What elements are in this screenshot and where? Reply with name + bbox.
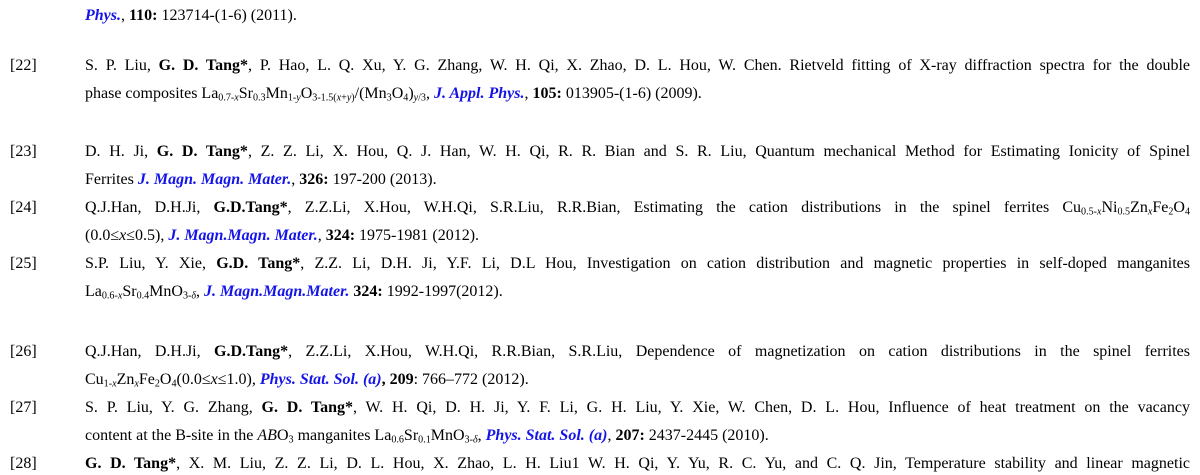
text-segment: y (296, 92, 301, 104)
reference-line (85, 450, 1190, 475)
journal-name: Phys. Stat. Sol. (a) (259, 371, 382, 388)
text-segment: O (1173, 199, 1185, 216)
text-segment: phase composites La (85, 85, 219, 102)
reference-line (85, 2, 1190, 30)
reference-item (0, 138, 1200, 194)
text-segment: y (346, 92, 352, 104)
text-segment: Mn (265, 85, 288, 102)
reference-number: [22] (10, 57, 37, 74)
author-highlight: , (381, 371, 390, 388)
reference-text (85, 450, 1200, 475)
text-segment: , Z.Z.Li, X.Hou, W.H.Qi, S.R.Liu, R.R.Bian, Estimating the cation distributions in the spinel ferrites Cu (287, 199, 1082, 216)
reference-line (85, 194, 1190, 222)
text-segment: Fe (138, 371, 155, 388)
reference-line (85, 138, 1190, 166)
author-highlight: G. D. Tang* (158, 57, 249, 74)
reference-text (85, 338, 1200, 394)
text-segment: + (341, 92, 347, 104)
text-segment: , Z.Z.Li, X.Hou, W.H.Qi, R.R.Bian, S.R.Liu, Dependence of magnetization on cation distributions in the spinel ferrites (288, 343, 1190, 360)
text-segment: 3 (386, 92, 392, 104)
text-segment: : 766–772 (2012). (413, 371, 529, 388)
text-segment: 3- (464, 434, 473, 446)
text-segment: Fe (1152, 199, 1169, 216)
reference-item (0, 194, 1200, 250)
text-segment: 2 (1168, 206, 1174, 218)
text-segment: x (336, 92, 342, 104)
text-segment: 0.4 (136, 290, 150, 302)
text-segment: , (524, 85, 533, 102)
text-segment: 0.1 (418, 434, 431, 446)
author-highlight: G. D. Tang* (85, 455, 177, 472)
journal-name: J. Magn. Magn. Mater. (137, 171, 292, 188)
text-segment: O (300, 85, 313, 102)
text-segment: δ (191, 290, 197, 302)
text-segment: S. P. Liu, Y. G. Zhang, (85, 399, 262, 416)
text-segment: 0.3 (252, 92, 266, 104)
reference-number: [27] (10, 399, 37, 416)
text-segment: , X. M. Liu, Z. Z. Li, D. L. Hou, X. Zhao, L. H. Liu1 W. H. Qi, Y. Yu, R. C. Yu, and C. Q. Jin, Temperature stability and linear magnetic (176, 455, 1191, 472)
text-segment: Sr (238, 85, 253, 102)
reference-item (0, 394, 1200, 450)
text-segment: , Z. Z. Li, X. Hou, Q. J. Han, W. H. Qi, R. R. Bian and S. R. Liu, Quantum mechanical Method for Estimating Ionicity of Spinel (247, 143, 1191, 160)
author-highlight: 209 (389, 371, 414, 388)
text-segment: Q.J.Han, D.H.Ji, (85, 343, 215, 360)
reference-text (85, 250, 1200, 306)
author-highlight: G. D. Tang* (156, 143, 248, 160)
text-segment: x (234, 92, 239, 104)
text-segment: S. P. Liu, (85, 57, 159, 74)
text-segment: 123714-(1-6) (2011). (157, 7, 297, 24)
reference-line (85, 250, 1190, 278)
text-segment: , (607, 427, 616, 444)
reference-number: [25] (10, 255, 37, 272)
reference-item (0, 52, 1200, 108)
reference-line (85, 422, 1190, 450)
text-segment: Q.J.Han, D.H.Ji, (85, 199, 214, 216)
text-segment: 3 (288, 434, 294, 446)
text-segment: 4 (1184, 206, 1191, 218)
text-segment: x (112, 378, 117, 390)
author-highlight: G.D. Tang* (216, 255, 301, 272)
text-segment: AB (257, 427, 277, 444)
author-highlight: 324: (353, 283, 383, 300)
reference-line (85, 166, 1190, 194)
text-segment: Cu (85, 371, 104, 388)
text-segment: 1- (287, 92, 297, 104)
reference-line (85, 80, 1190, 108)
journal-name: J. Appl. Phys. (433, 85, 525, 102)
author-highlight: G.D.Tang* (214, 343, 289, 360)
reference-line (85, 394, 1190, 422)
text-segment: La (85, 283, 102, 300)
text-segment: manganites La (293, 427, 392, 444)
author-highlight: 105: (532, 85, 562, 102)
text-segment: , W. H. Qi, D. H. Ji, Y. F. Li, G. H. Liu, Y. Xie, W. Chen, D. L. Hou, Influence of heat treatment on the vacancy (353, 399, 1190, 416)
author-highlight: 207: (615, 427, 645, 444)
reference-number: [28] (10, 455, 37, 472)
text-segment: 013905-(1-6) (2009). (561, 85, 702, 102)
text-segment: 0.7- (218, 92, 235, 104)
text-segment: y (413, 92, 419, 104)
text-segment: 2437-2445 (2010). (644, 427, 769, 444)
text-segment: Zn (1130, 199, 1148, 216)
text-segment: , (477, 427, 486, 444)
reference-text (85, 138, 1200, 194)
text-segment: ≤1.0), (217, 371, 260, 388)
journal-name: Phys. (85, 7, 121, 24)
text-segment: 3-1.5( (312, 92, 337, 104)
text-segment: x (119, 227, 127, 244)
reference-text (85, 394, 1200, 450)
text-segment: x (134, 378, 139, 390)
text-segment: ) (408, 85, 414, 102)
text-segment: 0.5- (1081, 206, 1097, 218)
text-segment: Ferrites (85, 171, 138, 188)
text-segment: , (196, 283, 205, 300)
text-segment: D. H. Ji, (85, 143, 157, 160)
text-segment: S.P. Liu, Y. Xie, (85, 255, 217, 272)
reference-list (0, 2, 1200, 475)
text-segment: 1- (103, 378, 113, 390)
reference-text (85, 194, 1200, 250)
text-segment: , (425, 85, 434, 102)
text-segment: MnO (430, 427, 465, 444)
reference-number: [26] (10, 343, 37, 360)
text-segment: , (121, 7, 129, 24)
text-segment: Sr (403, 427, 419, 444)
reference-item (0, 450, 1200, 475)
text-segment: O (159, 371, 172, 388)
text-segment: content at the B-site in the (85, 427, 258, 444)
text-segment: 0.6 (391, 434, 404, 446)
text-segment: 2 (154, 378, 160, 390)
text-segment: x (1097, 206, 1102, 218)
text-segment: ≤0.5), (126, 227, 169, 244)
text-segment: 1992-1997(2012). (382, 283, 503, 300)
reference-number: [24] (10, 199, 37, 216)
text-segment: O (391, 85, 404, 102)
text-segment: , (317, 227, 326, 244)
reference-item (0, 338, 1200, 394)
journal-name: Phys. Stat. Sol. (a) (485, 427, 608, 444)
text-segment: /3 (418, 92, 426, 104)
text-segment: δ (472, 434, 478, 446)
reference-line (85, 52, 1190, 80)
author-highlight: G.D.Tang* (213, 199, 288, 216)
reference-number: [23] (10, 143, 37, 160)
text-segment: x (210, 371, 218, 388)
text-segment: , (291, 171, 300, 188)
text-segment: 4 (403, 92, 409, 104)
reference-line (85, 278, 1190, 306)
reference-line (85, 366, 1190, 394)
text-segment: x (117, 290, 123, 302)
text-segment: , P. Hao, L. Q. Xu, Y. G. Zhang, W. H. Qi, X. Zhao, D. L. Hou, W. Chen. Rietveld fitting of X-ray diffraction spectra for the double (248, 57, 1190, 74)
text-segment: /(Mn (354, 85, 387, 102)
text-segment: x (1147, 206, 1153, 218)
text-segment: 1975-1981 (2012). (355, 227, 480, 244)
text-segment: (0.0≤ (85, 227, 120, 244)
reference-text (85, 2, 1200, 30)
text-segment: 197-200 (2013). (328, 171, 437, 188)
reference-text (85, 52, 1200, 108)
author-highlight: 324: (325, 227, 356, 244)
text-segment: Zn (116, 371, 135, 388)
journal-name: J. Magn.Magn. Mater. (168, 227, 318, 244)
text-segment: , Z.Z. Li, D.H. Ji, Y.F. Li, D.L Hou, Investigation on cation distribution and magnetic properties in self-doped manganites (300, 255, 1190, 272)
text-segment: 4 (171, 378, 177, 390)
reference-line (85, 222, 1190, 250)
text-segment: Ni (1101, 199, 1118, 216)
text-segment: 3- (182, 290, 192, 302)
text-segment: O (276, 427, 289, 444)
author-highlight: 326: (299, 171, 329, 188)
text-segment: 0.6- (101, 290, 118, 302)
reference-line (85, 338, 1190, 366)
text-segment: 0.5 (1117, 206, 1131, 218)
reference-item (0, 2, 1200, 30)
reference-item (0, 250, 1200, 306)
text-segment: Sr (122, 283, 137, 300)
text-segment: ) (351, 92, 355, 104)
author-highlight: 110: (129, 7, 158, 24)
journal-name: J. Magn.Magn.Mater. (204, 283, 350, 300)
text-segment: MnO (149, 283, 183, 300)
text-segment: (0.0≤ (176, 371, 211, 388)
author-highlight: G. D. Tang* (261, 399, 353, 416)
